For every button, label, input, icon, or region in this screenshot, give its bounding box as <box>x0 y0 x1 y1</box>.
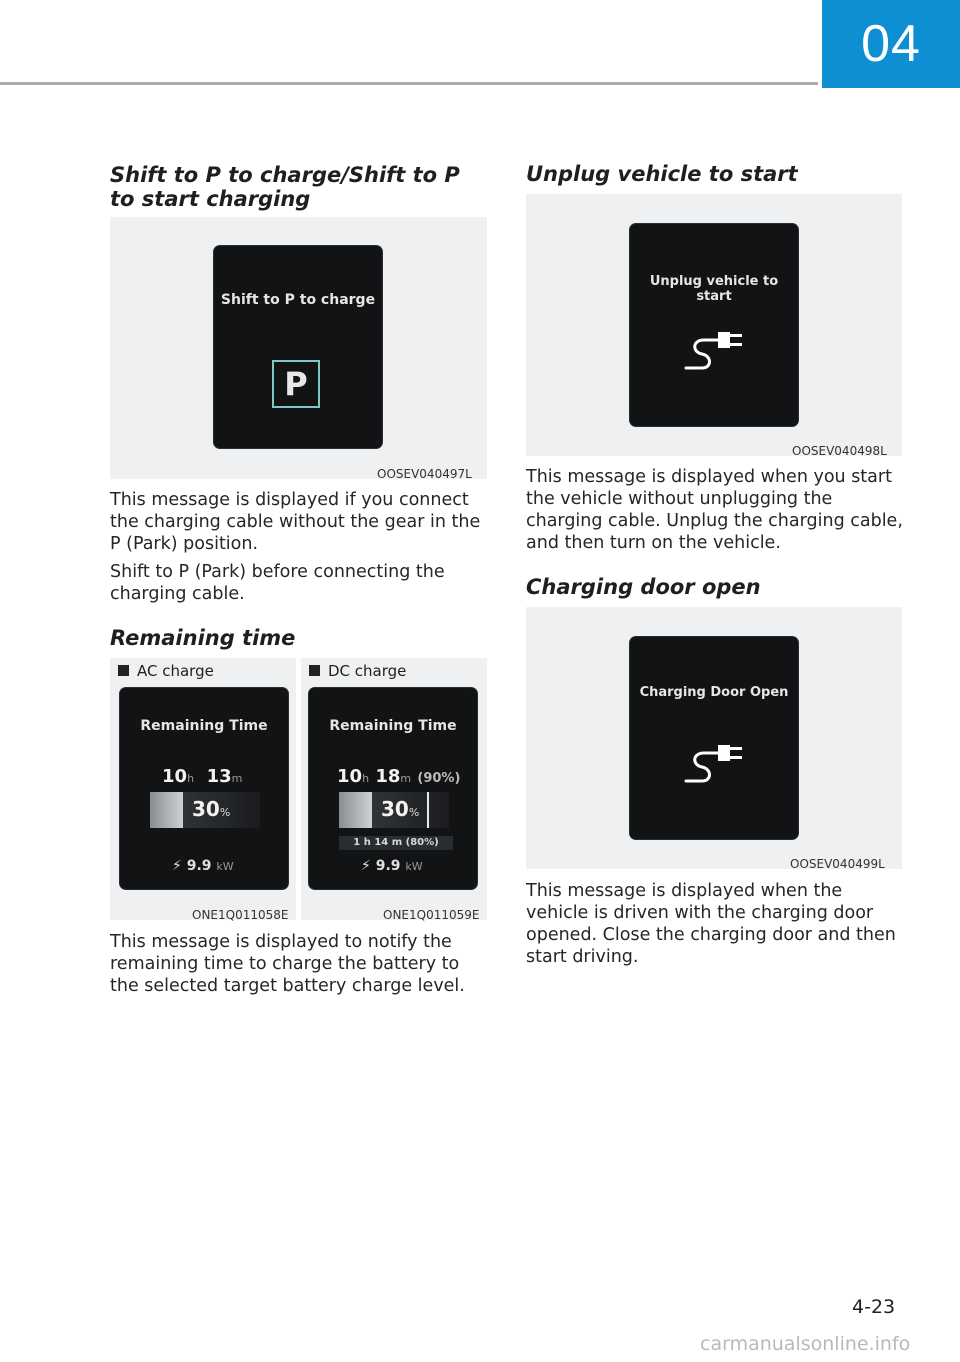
dc-charge-label: DC charge <box>309 662 406 680</box>
section-title-unplug: Unplug vehicle to start <box>526 162 798 186</box>
footer-watermark: carmanualsonline.info <box>700 1333 911 1355</box>
square-bullet-icon <box>309 665 320 676</box>
header-rule <box>0 82 818 85</box>
screen-title: Remaining Time <box>329 718 457 734</box>
battery-percent: 30% <box>381 797 420 821</box>
park-gear-icon: P <box>272 360 320 408</box>
image-code: OOSEV040497L <box>377 467 472 481</box>
charging-plug-icon <box>682 741 748 789</box>
screen-message: Unplug vehicle to start <box>649 274 779 304</box>
cluster-screen <box>214 246 382 448</box>
charging-plug-icon <box>682 328 748 376</box>
paragraph: This message is displayed if you connect the charging cable without the gear in the P (Park) position. <box>110 490 481 554</box>
battery-fill <box>150 792 183 828</box>
image-unplug <box>526 194 902 456</box>
screen-message: Shift to P to charge <box>220 292 376 308</box>
paragraph: Shift to P (Park) before connecting the charging cable. <box>110 562 445 604</box>
cluster-screen <box>309 688 477 889</box>
image-dc-charge <box>301 658 487 920</box>
page-number: 4-23 <box>852 1296 896 1318</box>
image-charging-door <box>526 607 902 869</box>
lightning-icon: ⚡ <box>361 858 371 874</box>
charging-power: ⚡ 9.9 kW <box>361 858 423 874</box>
target-marker <box>427 792 429 828</box>
charging-power: ⚡ 9.9 kW <box>172 858 234 874</box>
remaining-time-readout: 10h 13m <box>162 766 243 787</box>
image-shift-to-p <box>110 217 487 479</box>
battery-fill <box>339 792 372 828</box>
paragraph: This message is displayed to notify the remaining time to charge the battery to the selected target battery charge level. <box>110 932 465 996</box>
chapter-tab: 04 <box>822 0 960 88</box>
square-bullet-icon <box>118 665 129 676</box>
battery-percent: 30% <box>192 797 231 821</box>
screen-title: Remaining Time <box>140 718 268 734</box>
image-ac-charge <box>110 658 296 920</box>
image-code: OOSEV040498L <box>792 444 887 458</box>
section-title-remaining-time: Remaining time <box>110 626 296 650</box>
paragraph: This message is displayed when you start the vehicle without unplugging the charging cable. Unplug the charging cable, and then turn on the vehicle. <box>526 467 903 553</box>
paragraph: This message is displayed when the vehicle is driven with the charging door opened. Close the charging door and then start driving. <box>526 881 896 967</box>
lightning-icon: ⚡ <box>172 858 182 874</box>
image-code: ONE1Q011058E <box>192 908 289 922</box>
secondary-time: 1 h 14 m (80%) <box>339 836 453 850</box>
cluster-screen <box>630 637 798 839</box>
cluster-screen <box>630 224 798 426</box>
cluster-screen <box>120 688 288 889</box>
image-code: ONE1Q011059E <box>383 908 480 922</box>
ac-charge-label: AC charge <box>118 662 214 680</box>
image-code: OOSEV040499L <box>790 857 885 871</box>
section-title-charging-door: Charging door open <box>526 575 761 599</box>
remaining-time-readout: 10h 18m (90%) <box>337 766 461 787</box>
screen-message: Charging Door Open <box>639 685 789 700</box>
section-title-shift-to-p: Shift to P to charge/Shift to P to start charging <box>110 163 460 211</box>
